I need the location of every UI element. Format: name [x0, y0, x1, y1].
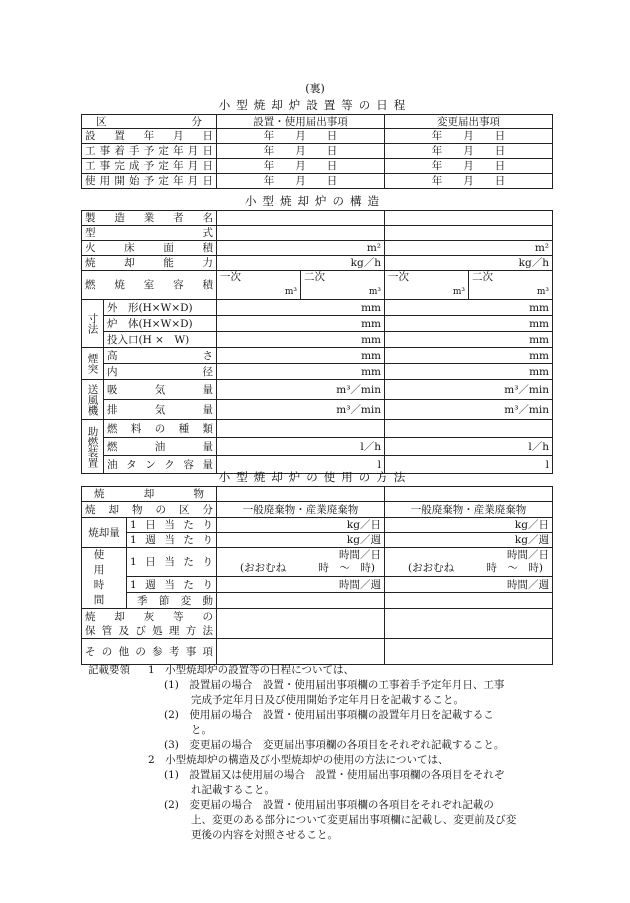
amount-group: 焼却量	[82, 518, 127, 548]
note-2-2a: (2) 変更届の場合 設置・使用届出事項欄の各項目をそれぞれ記載の	[164, 799, 494, 811]
unit-airflow: m³／min	[385, 380, 553, 400]
category-value: 一般廃棄物・産業廃棄物	[385, 502, 553, 518]
unit-kg-week: kg／週	[217, 533, 385, 548]
row-dim-outer: 外 形(H×W×D)	[104, 300, 217, 316]
note-2-1a: (1) 設置届又は使用届の場合 設置・使用届出事項欄の各項目をそれぞ	[164, 769, 505, 781]
unit-hr-day: 時間／日	[339, 549, 381, 562]
notes-heading: 記載要領	[88, 664, 130, 676]
row-other: その他の参考事項	[82, 639, 217, 665]
unit-tank: l	[385, 456, 553, 474]
unit-airflow: m³／min	[385, 400, 553, 420]
unit-mm: mm	[385, 364, 553, 380]
note-1: 1 小型焼却炉の設置等の日程については、	[148, 664, 354, 676]
date-cell: 年 月 日	[217, 159, 385, 174]
unit-capacity: kg／h	[385, 256, 553, 271]
note-2-1b: れ記載すること。	[191, 784, 275, 796]
unit-oil: l／h	[217, 438, 385, 456]
row-construction-start: 工事着手予定年月日	[82, 144, 217, 159]
row-time-week: 1週当たり	[127, 577, 217, 593]
unit-mm: mm	[217, 300, 385, 316]
unit-area: m²	[385, 241, 553, 256]
aux-burner-group: 助燃装置	[82, 420, 104, 474]
unit-kg-day: kg／日	[385, 518, 553, 533]
header-category: 区分	[82, 115, 217, 129]
reverse-mark: (裏)	[305, 82, 325, 95]
unit-volume: m³	[368, 287, 381, 297]
unit-volume: m³	[536, 287, 549, 297]
unit-hr-week: 時間／週	[385, 577, 553, 593]
row-oil-tank: 油タンク容量	[104, 456, 217, 474]
row-install-date: 設置年月日	[82, 129, 217, 144]
note-1-1b: 完成予定年月日及び使用開始予定年月日を記載すること。	[191, 694, 464, 706]
structure-title: 小型焼却炉の構造	[245, 194, 385, 208]
row-construction-end: 工事完成予定年月日	[82, 159, 217, 174]
unit-volume: m³	[284, 287, 297, 297]
secondary-label: 二次	[304, 271, 325, 283]
approx-prefix: (おおむね	[408, 562, 455, 575]
unit-oil: l／h	[385, 438, 553, 456]
unit-capacity: kg／h	[217, 256, 385, 271]
unit-mm: mm	[217, 316, 385, 332]
unit-mm: mm	[385, 348, 553, 364]
row-category: 焼却物の区分	[82, 502, 217, 518]
approx-range: 時 ～ 時)	[318, 562, 375, 575]
row-ash-line2: 保管及び処理方法	[85, 624, 213, 637]
blower-group: 送風機	[82, 380, 104, 420]
row-dim-furnace: 炉 体(H×W×D)	[104, 316, 217, 332]
date-cell: 年 月 日	[385, 129, 553, 144]
note-1-2b: と。	[191, 724, 212, 736]
row-capacity: 焼却能力	[82, 256, 217, 271]
unit-airflow: m³／min	[217, 400, 385, 420]
unit-mm: mm	[217, 364, 385, 380]
unit-area: m²	[217, 241, 385, 256]
note-2-2b: 上、変更のある部分について変更届出事項欄に記載し、変更前及び変	[191, 814, 517, 826]
date-cell: 年 月 日	[217, 129, 385, 144]
unit-tank: l	[217, 456, 385, 474]
unit-hr-day: 時間／日	[507, 549, 549, 562]
unit-mm: mm	[385, 316, 553, 332]
unit-airflow: m³／min	[217, 380, 385, 400]
unit-hr-week: 時間／週	[217, 577, 385, 593]
category-value: 一般廃棄物・産業廃棄物	[217, 502, 385, 518]
unit-mm: mm	[217, 348, 385, 364]
row-material: 焼却物	[82, 487, 217, 502]
row-grate-area: 火床面積	[82, 241, 217, 256]
row-amount-day: 1日当たり	[127, 518, 217, 533]
date-cell: 年 月 日	[385, 159, 553, 174]
row-amount-week: 1週当たり	[127, 533, 217, 548]
primary-label: 一次	[220, 271, 241, 283]
dimension-group: 寸法	[82, 300, 104, 348]
usage-title: 小型焼却炉の使用の方法	[218, 470, 412, 484]
schedule-title: 小型焼却炉設置等の日程	[218, 98, 412, 112]
row-dim-inlet: 投入口(H × W)	[104, 332, 217, 348]
date-cell: 年 月 日	[385, 144, 553, 159]
unit-kg-day: kg／日	[217, 518, 385, 533]
note-1-2a: (2) 使用届の場合 設置・使用届出事項欄の設置年月日を記載するこ	[164, 709, 494, 721]
row-fuel-type: 燃料の種類	[104, 420, 217, 438]
unit-kg-week: kg／週	[385, 533, 553, 548]
structure-table	[81, 210, 553, 474]
header-install-use: 設置・使用届出事項	[217, 115, 385, 129]
primary-label: 一次	[388, 271, 409, 283]
unit-volume: m³	[452, 287, 465, 297]
note-2: 2 小型焼却炉の構造及び小型焼却炉の使用の方法については、	[148, 754, 449, 766]
date-cell: 年 月 日	[385, 174, 553, 189]
usage-table	[81, 486, 553, 665]
note-1-1a: (1) 設置届の場合 設置・使用届出事項欄の工事着手予定年月日、工事	[164, 679, 505, 691]
row-time-day: 1日当たり	[127, 548, 217, 577]
row-blower-exhaust: 排気量	[104, 400, 217, 420]
row-blower-intake: 吸気量	[104, 380, 217, 400]
unit-mm: mm	[217, 332, 385, 348]
row-use-start: 使用開始予定年月日	[82, 174, 217, 189]
row-maker: 製造業者名	[82, 211, 217, 226]
secondary-label: 二次	[472, 271, 493, 283]
date-cell: 年 月 日	[217, 174, 385, 189]
approx-prefix: (おおむね	[240, 562, 287, 575]
approx-range: 時 ～ 時)	[486, 562, 543, 575]
chimney-group: 煙突	[82, 348, 104, 380]
row-model: 型式	[82, 226, 217, 241]
unit-mm: mm	[385, 332, 553, 348]
note-1-3: (3) 変更届の場合 変更届出事項欄の各項目をそれぞれ記載すること。	[164, 739, 505, 751]
header-change: 変更届出事項	[385, 115, 553, 129]
schedule-table	[81, 114, 553, 189]
row-chimney-height: 高さ	[104, 348, 217, 364]
row-chamber-volume: 燃焼室容積	[82, 271, 217, 300]
row-fuel-oil: 燃油量	[104, 438, 217, 456]
row-chimney-inner: 内径	[104, 364, 217, 380]
date-cell: 年 月 日	[217, 144, 385, 159]
row-ash-line1: 焼却灰等の	[85, 610, 213, 623]
row-season: 季節変動	[127, 593, 217, 609]
unit-mm: mm	[385, 300, 553, 316]
usage-time-group: 使用時間	[82, 548, 127, 609]
note-2-2c: 更後の内容を対照させること。	[191, 829, 338, 841]
